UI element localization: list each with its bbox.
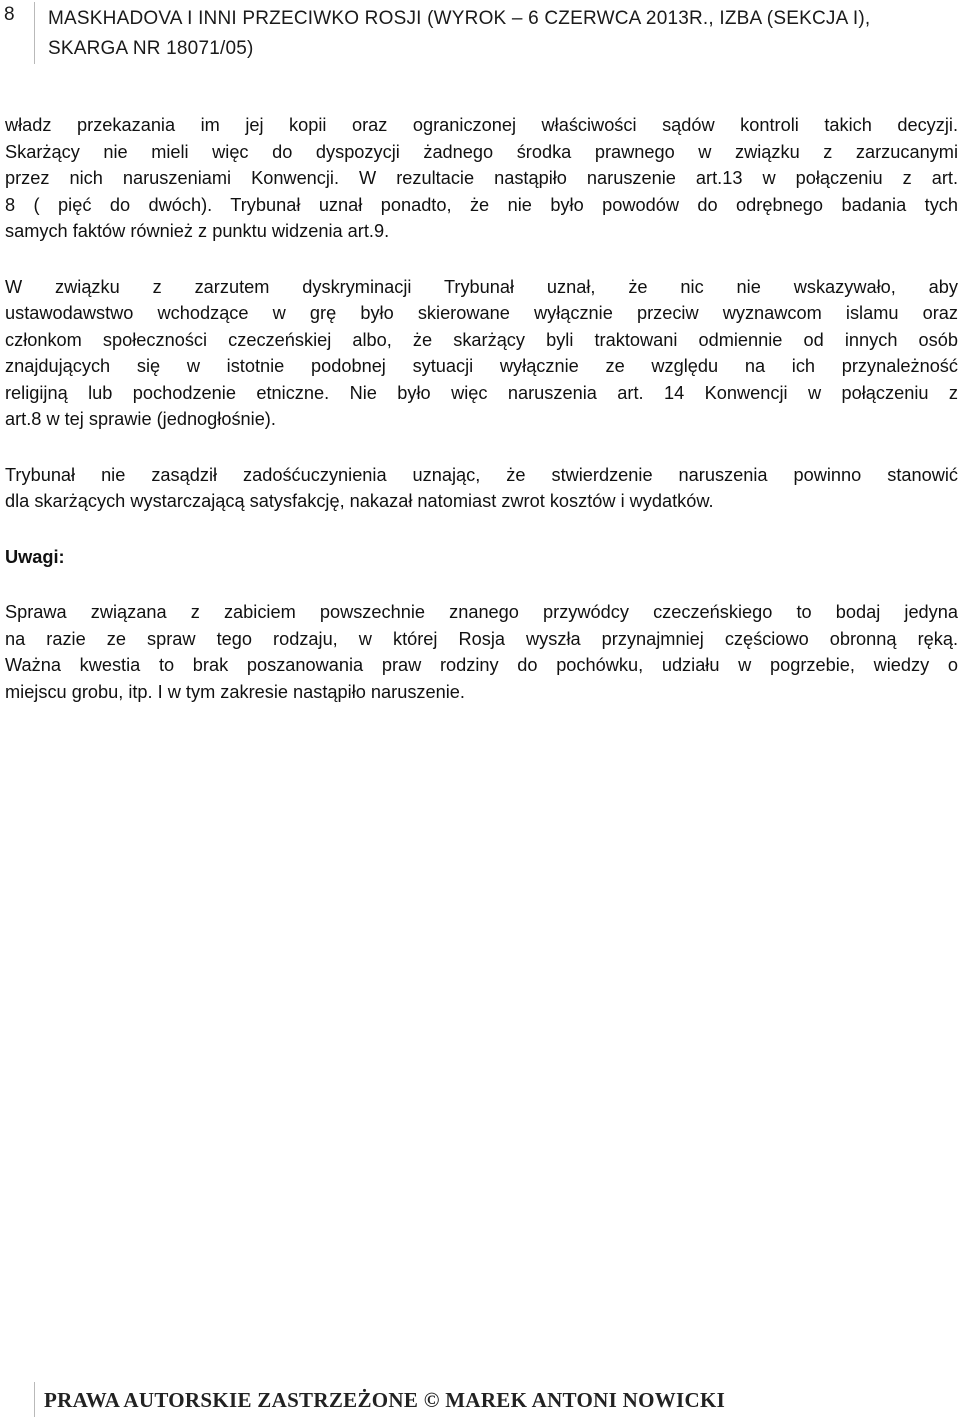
text-line: religijną lub pochodzenie etniczne. Nie było więc naruszenia art. 14 Konwencji w połączeniu z xyxy=(5,382,958,403)
text-line: ustawodawstwo wchodzące w grę było skierowane wyłącznie przeciw wyznawcom islamu oraz xyxy=(5,303,958,323)
text-line: na razie ze spraw tego rodzaju, w której Rosja wyszła przynajmniej częściowo obronną ręką. xyxy=(5,628,958,649)
document-body xyxy=(5,112,958,734)
text-line: art.8 w tej sprawie (jednogłośnie). xyxy=(5,409,276,429)
text-line: znajdujących się w istotnie podobnej sytuacji wyłącznie ze względu na ich przynależność xyxy=(5,356,958,376)
header-divider xyxy=(34,2,35,64)
text-line: członkom społeczności czeczeńskiej albo, że skarżący byli traktowani odmiennie od innych osób xyxy=(5,329,958,350)
paragraph-violation-art13 xyxy=(5,112,958,245)
notes-heading: Uwagi: xyxy=(5,546,65,567)
header-title-line: MASKHADOVA I INNI PRZECIWKO ROSJI (WYROK – 6 CZERWCA 2013R., IZBA (SEKCJA I), xyxy=(48,8,871,29)
text-line: W związku z zarzutem dyskryminacji Trybunał uznał, że nic nie wskazywało, aby xyxy=(5,276,958,297)
text-line: Skarżący nie mieli więc do dyspozycji żadnego środka prawnego w związku z zarzucanymi xyxy=(5,141,958,162)
footer-divider xyxy=(34,1382,35,1417)
text-line: Ważna kwestia to brak poszanowania praw rodziny do pochówku, udziału w pogrzebie, wiedzy o xyxy=(5,655,958,675)
text-line: Trybunał nie zasądził zadośćuczynienia uznając, że stwierdzenie naruszenia powinno stanowić xyxy=(5,464,958,485)
text-line: 8 ( pięć do dwóch). Trybunał uznał ponadto, że nie było powodów do odrębnego badania tych xyxy=(5,194,958,215)
page-header-title xyxy=(48,4,948,64)
text-line: władz przekazania im jej kopii oraz ograniczonej właściwości sądów kontroli takich decyzji. xyxy=(5,115,958,135)
footer-copyright: PRAWA AUTORSKIE ZASTRZEŻONE © MAREK ANTONI NOWICKI xyxy=(44,1388,726,1412)
text-line: dla skarżących wystarczającą satysfakcję, nakazał natomiast zwrot kosztów i wydatków. xyxy=(5,491,714,511)
text-line: przez nich naruszeniami Konwencji. W rezultacie nastąpiło naruszenie art.13 w połączeniu z art. xyxy=(5,168,958,188)
paragraph-notes xyxy=(5,599,958,705)
page-number: 8 xyxy=(4,4,15,25)
paragraph-discrimination xyxy=(5,274,958,433)
text-line: Sprawa związana z zabiciem powszechnie znanego przywódcy czeczeńskiego to bodaj jedyna xyxy=(5,602,958,622)
header-title-line: SKARGA NR 18071/05) xyxy=(48,38,254,59)
paragraph-just-satisfaction xyxy=(5,462,958,515)
text-line: miejscu grobu, itp. I w tym zakresie nastąpiło naruszenie. xyxy=(5,681,465,702)
text-line: samych faktów również z punktu widzenia art.9. xyxy=(5,221,390,241)
